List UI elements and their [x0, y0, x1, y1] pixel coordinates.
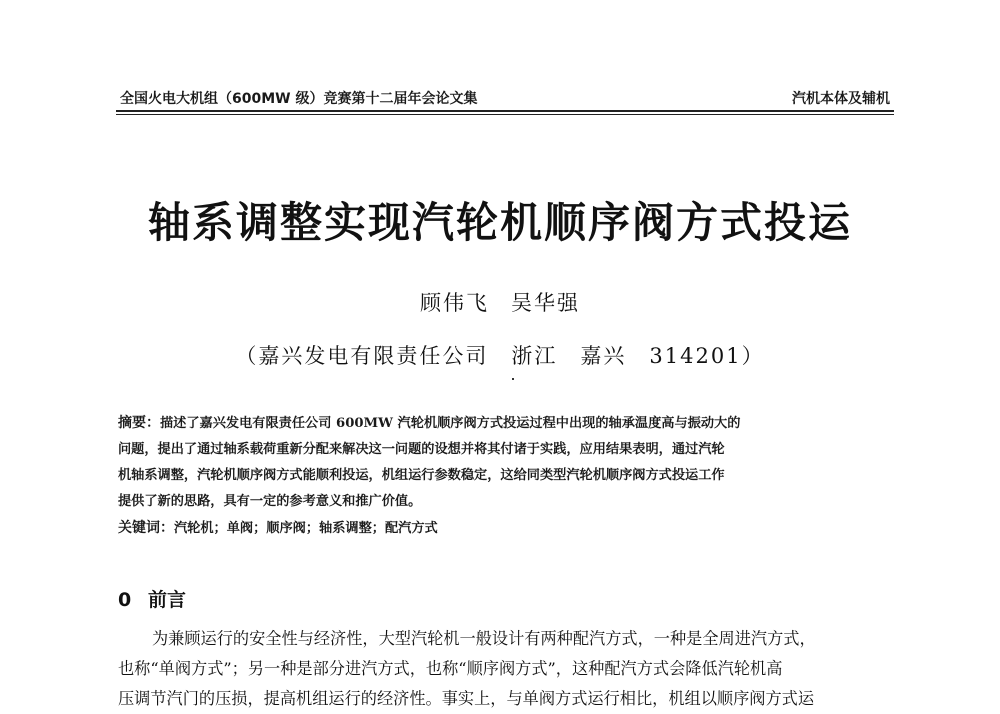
body-paragraph: [118, 624, 898, 714]
abstract: [118, 410, 888, 515]
abstract-line-3: 机轴系调整，汽轮机顺序阀方式能顺利投运，机组运行参数稳定，这给同类型汽轮机顺序阀方式投运工作: [118, 468, 725, 483]
speck: [512, 378, 514, 380]
abstract-line-2: 问题，提出了通过轴系载荷重新分配来解决这一问题的设想并将其付诸于实践，应用结果表明，通过汽轮: [118, 442, 725, 457]
header-rule-thin: [116, 114, 894, 115]
abstract-line-1: 摘要：描述了嘉兴发电有限责任公司 600MW 汽轮机顺序阀方式投运过程中出现的轴承温度高与振动大的: [118, 415, 741, 431]
paper-title: 轴系调整实现汽轮机顺序阀方式投运: [147, 198, 852, 247]
author-1: 顾伟飞: [420, 291, 489, 315]
affiliation: （嘉兴发电有限责任公司 浙江 嘉兴 314201）: [235, 344, 765, 368]
keywords: [118, 517, 438, 537]
abstract-line-4: 提供了新的思路，具有一定的参考意义和推广价值。: [118, 494, 422, 509]
running-header-right: 汽机本体及辅机: [792, 91, 890, 107]
running-header-left: 全国火电大机组（600MW 级）竞赛第十二届年会论文集: [120, 91, 478, 107]
body-line-2: 也称“单阀方式”；另一种是部分进汽方式，也称“顺序阀方式”，这种配汽方式会降低汽轮机高: [118, 659, 783, 678]
body-line-3: 压调节汽门的压损，提高机组运行的经济性。事实上，与单阀方式运行相比，机组以顺序阀方式运: [118, 689, 815, 708]
keywords-text: 汽轮机；单阀；顺序阀；轴系调整；配汽方式: [174, 521, 438, 536]
keywords-label: 关键词：: [118, 520, 174, 536]
author-2: 吴华强: [511, 291, 580, 315]
abstract-label: 摘要：: [118, 415, 160, 431]
section-heading: [118, 585, 186, 612]
header-rule: [116, 110, 894, 112]
authors: [0, 287, 1000, 317]
section-title: 前言: [148, 589, 187, 611]
section-number: 0: [118, 589, 132, 611]
body-line-1: 为兼顾运行的安全性与经济性，大型汽轮机一般设计有两种配汽方式，一种是全周进汽方式，: [152, 629, 816, 648]
